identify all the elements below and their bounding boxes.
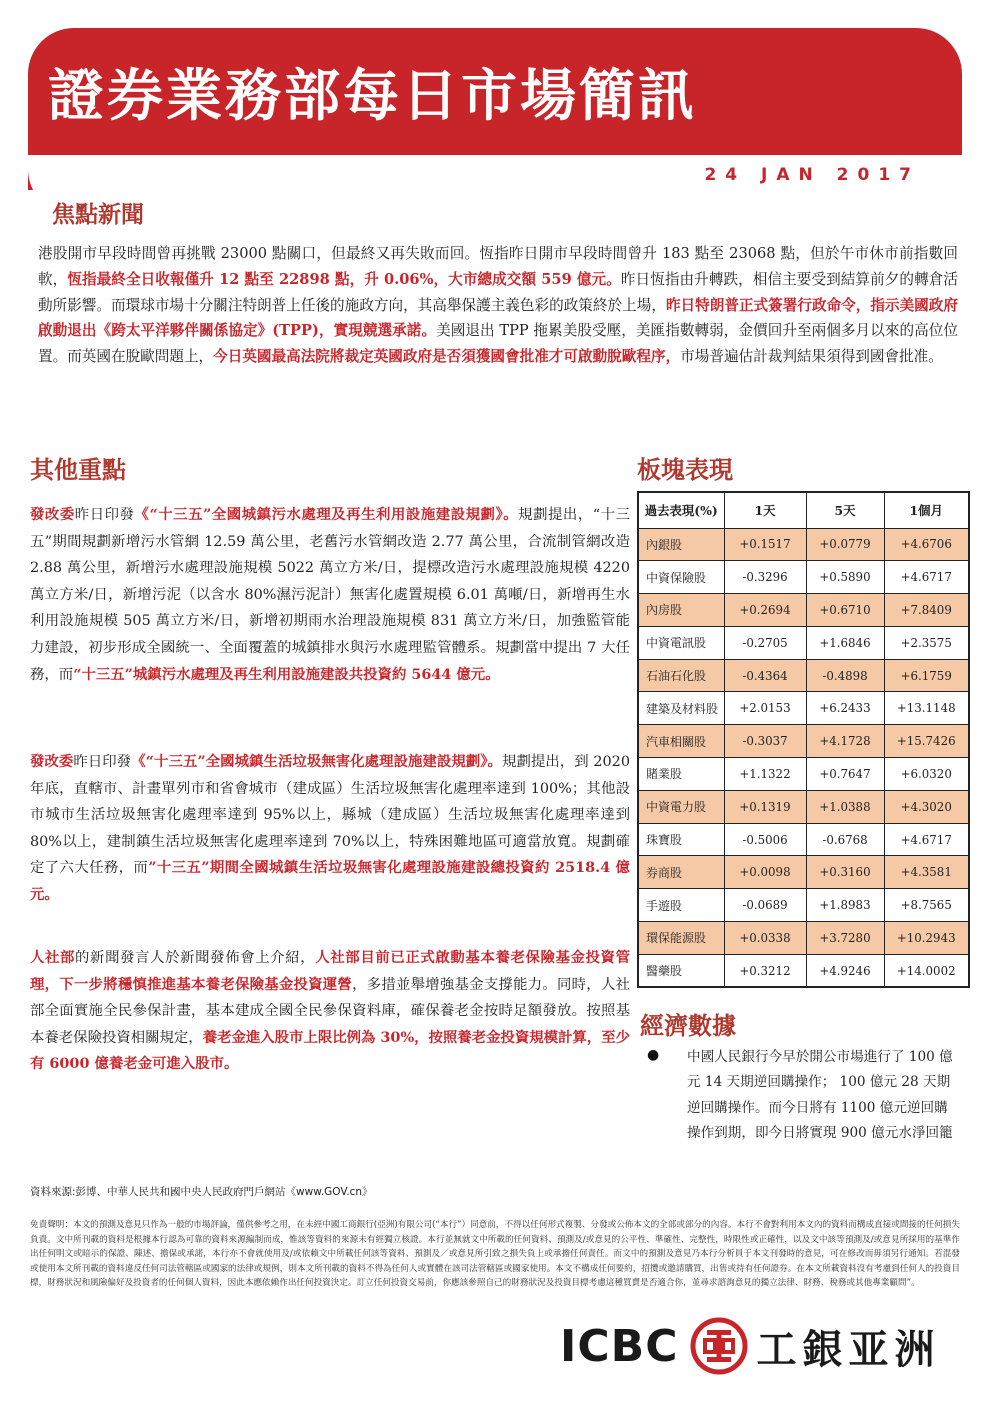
sector-name-cell: 汽車相關股: [638, 725, 724, 758]
performance-value-cell: +14.0002: [884, 954, 969, 987]
performance-value-cell: -0.5006: [724, 823, 806, 856]
header-cell-1m: 1個月: [884, 492, 969, 528]
table-row: [638, 954, 969, 987]
performance-value-cell: -0.6768: [806, 823, 884, 856]
header-cell-period: 過去表現(%): [638, 492, 724, 528]
sector-name-cell: 賭業股: [638, 758, 724, 791]
performance-value-cell: +4.3581: [884, 856, 969, 889]
logo-chinese: 工銀亚洲: [756, 1326, 941, 1373]
logo-english: ICBC: [560, 1320, 679, 1372]
performance-value-cell: +0.0098: [724, 856, 806, 889]
highlight-text: 發改委: [30, 506, 75, 523]
sector-name-cell: 建築及材料股: [638, 692, 724, 725]
performance-value-cell: -0.3296: [724, 561, 806, 594]
performance-value-cell: +0.5890: [806, 561, 884, 594]
highlight-text: 養老金進入股市上限比例為 30%，按照養老金投資規模計算，至少有 6000 億養老金可進入股市。: [30, 1028, 630, 1073]
highlight-paragraph-garbage: [30, 749, 630, 909]
table-row: [638, 626, 969, 659]
header-cell-5d: 5天: [806, 492, 884, 528]
table-row: [638, 659, 969, 692]
header-cell-1d: 1天: [724, 492, 806, 528]
highlight-paragraph-sewage: [30, 502, 630, 688]
sector-name-cell: 內房股: [638, 594, 724, 627]
performance-value-cell: +8.7565: [884, 889, 969, 922]
performance-value-cell: +4.9246: [806, 954, 884, 987]
table-row: [638, 725, 969, 758]
performance-value-cell: +0.2694: [724, 594, 806, 627]
highlight-text: ”十三五”期間全國城鎮生活垃圾無害化處理設施建設總投資約 2518.4 億元。: [30, 859, 630, 903]
performance-value-cell: +0.1517: [724, 528, 806, 561]
table-row: [638, 922, 969, 955]
performance-value-cell: +6.2433: [806, 692, 884, 725]
performance-value-cell: +6.1759: [884, 659, 969, 692]
body-text: ，多措並舉增強基金支撐能力。同時，人社部全面實施全民參保計畫，基本建成全國全民參保資料庫，確保養老金按時足額發放。按照基本養老保險投資相關規定，: [30, 976, 630, 1046]
bullet-icon: ●: [647, 1047, 660, 1063]
performance-value-cell: +0.1319: [724, 790, 806, 823]
performance-value-cell: +1.1322: [724, 758, 806, 791]
table-row: [638, 889, 969, 922]
highlight-text: 今日英國最高法院將裁定英國政府是否須獲國會批准才可啟動脫歐程序，: [213, 348, 681, 366]
table-row: [638, 758, 969, 791]
highlight-text: 人社部: [30, 949, 76, 966]
performance-value-cell: +4.1728: [806, 725, 884, 758]
economic-data-text: 中國人民銀行今早於開公市場進行了 100 億元 14 天期逆回購操作； 100 億元 28 天期逆回購操作。而今日將有 1100 億元逆回購操作到期，即今日將實現 900 億元水淨回籠: [687, 1049, 953, 1142]
performance-value-cell: -0.2705: [724, 626, 806, 659]
highlight-paragraph-pension: [30, 945, 630, 1078]
sector-name-cell: 石油石化股: [638, 659, 724, 692]
performance-value-cell: +4.6717: [884, 823, 969, 856]
sector-name-cell: 中資電訊股: [638, 626, 724, 659]
table-row: [638, 692, 969, 725]
performance-value-cell: +0.3212: [724, 954, 806, 987]
performance-value-cell: +0.3160: [806, 856, 884, 889]
table-row: [638, 594, 969, 627]
focus-news-title: 焦點新聞: [52, 202, 144, 228]
table-row: [638, 561, 969, 594]
performance-value-cell: -0.4898: [806, 659, 884, 692]
table-row: [638, 856, 969, 889]
highlight-text: 恆指最終全日收報僅升 12 點至 22898 點，升 0.06%，大市總成交額 559 億元。: [67, 270, 621, 288]
performance-value-cell: +1.8983: [806, 889, 884, 922]
performance-value-cell: +0.0779: [806, 528, 884, 561]
sector-name-cell: 環保能源股: [638, 922, 724, 955]
icbc-emblem-icon: [689, 1316, 749, 1376]
data-source: 資料來源:彭博、中華人民共和國中央人民政府門戶網站《www.GOV.cn》: [30, 1186, 373, 1198]
performance-value-cell: +0.7647: [806, 758, 884, 791]
sector-name-cell: 手遊股: [638, 889, 724, 922]
performance-value-cell: +13.1148: [884, 692, 969, 725]
sector-name-cell: 券商股: [638, 856, 724, 889]
performance-value-cell: +7.8409: [884, 594, 969, 627]
sector-name-cell: 醫藥股: [638, 954, 724, 987]
sector-name-cell: 中資電力股: [638, 790, 724, 823]
icbc-asia-logo: [560, 1310, 960, 1382]
sector-performance-title: 板塊表現: [637, 456, 733, 484]
table-row: [638, 823, 969, 856]
table-row: [638, 528, 969, 561]
economic-data-title: 經濟數據: [640, 1012, 736, 1040]
performance-value-cell: +1.6846: [806, 626, 884, 659]
performance-value-cell: +4.6717: [884, 561, 969, 594]
body-text: 規劃提出，“十三五”期間規劃新增污水管網 12.59 萬公里，老舊污水管網改造 2.77 萬公里，合流制管網改造 2.88 萬公里，新增污水處理設施規模 5022 萬立方米/日，提標改造污水處理設施規模 4220 萬立方米/日，新增污泥（以含水 80%濕污泥計）無害化處置規模 6.01 萬噸/日，新增再生水利用設施規模 505 萬立方米/日，新增初期雨水治理設施規模 831 萬立方米/日，加強監管能力建設，初步形成全國統一、全面覆蓋的城鎮排水與污水處理監管體系。規劃當中提出 7 大任務，而: [30, 507, 630, 683]
highlight-text: 《“十三五”全國城鎮生活垃圾無害化處理設施建設規劃》。: [131, 753, 503, 770]
body-text: 市場普遍估計裁判結果須得到國會批准。: [680, 348, 943, 366]
performance-value-cell: +2.3575: [884, 626, 969, 659]
body-text: 港股開市早段時間曾再挑戰 23000 點關口，但最終又再失敗而回。恆指昨日開市早段時間曾升 183 點至 23068 點，但於午市休市前指數回軟，: [38, 245, 958, 288]
highlight-text: “十三五”城鎮污水處理及再生利用設施建設共投資約 5644 億元。: [73, 665, 500, 683]
other-highlights-title: 其他重點: [30, 456, 126, 484]
report-date: 24 JAN 2017: [704, 165, 920, 185]
highlight-text: 發改委: [30, 753, 74, 770]
disclaimer: 免責聲明：本文的預測及意見只作為一般的市場評論，僅供參考之用，在未經中國工商銀行(亞洲)有限公司(“本行”）同意前，不得以任何形式複製、分發或公佈本文的全部或部分的內容。本行不會對利用本文內的資料而構成直接或間接的任何損失負責。文中所刊載的資料是根據本行認為可靠的資料來源編制而成，惟該等資料的來源未有經獨立核證。本行並無就文中所載的任何資料、預測及/或意見的公平性、準確性、完整性，時限性或正確性，以及文中該等預測及/或意見所採用的基準作出任何明文或暗示的保證、陳述、擔保或承諾，本行亦不會就使用及/或依賴文中所載任何該等資料、預測及／或意見所引致之損失負上或承擔任何責任。而文中的預測及意見乃本行分析員于本文刊發時的意見，可在修改而毋須另行通知。若混發或使用本文所刊載的資料違反任何司法管轄區或國家的法律或規例，則本文所刊載的資料不得為任何人或實體在該司法管轄區或國家使用。本文不構成任何要約，招攬或邀請購買，出售或持有任何證券。在本文所載資料沒有考慮到任何人的投資目標，財務狀況和風險偏好及投資者的任何個人資料，因此本應依賴作出任何投資決定。訂立任何投資交易前，你應該參照自己的財務狀況及投資目標考慮這種買賣是否適合你，並尋求諮詢意見的獨立法律、財務、稅務或其他專業顧問”。: [30, 1220, 960, 1289]
focus-news-body: [38, 241, 958, 370]
highlight-text: 昨日特朗普正式簽署行政命令，指示美國政府啟動退出《跨太平洋夥伴關係協定》(TPP)，實現競選承諾。: [38, 296, 958, 340]
sector-name-cell: 中資保險股: [638, 561, 724, 594]
performance-value-cell: +6.0320: [884, 758, 969, 791]
performance-value-cell: -0.3037: [724, 725, 806, 758]
performance-value-cell: +3.7280: [806, 922, 884, 955]
performance-value-cell: +10.2943: [884, 922, 969, 955]
performance-value-cell: -0.0689: [724, 889, 806, 922]
sector-name-cell: 內銀股: [638, 528, 724, 561]
performance-value-cell: +4.6706: [884, 528, 969, 561]
sector-name-cell: 珠寶股: [638, 823, 724, 856]
body-text: 昨日恆指由升轉跌，相信主要受到結算前夕的轉倉活動所影響。而環球市場十分關注特朗普上任後的施政方向，其高舉保護主義色彩的政策終於上場，: [38, 270, 958, 314]
highlight-text: 人社部目前已正式啟動基本養老保險基金投資管理，下一步將穩慎推進基本養老保險基金投資運營: [30, 949, 630, 993]
table-row: [638, 790, 969, 823]
performance-value-cell: +2.0153: [724, 692, 806, 725]
performance-value-cell: +15.7426: [884, 725, 969, 758]
performance-value-cell: +0.0338: [724, 922, 806, 955]
performance-value-cell: -0.4364: [724, 659, 806, 692]
highlight-text: 《“十三五”全國城鎮污水處理及再生利用設施建設規劃》。: [134, 506, 519, 523]
body-text: 昨日印發: [73, 754, 132, 770]
body-text: 昨日印發: [74, 507, 135, 523]
table-header-row: [638, 492, 969, 528]
body-text: 美國退出 TPP 拖累美股受壓，美匯指數轉弱，金價回升至兩個多月以來的高位位置。而英國在脫歐問題上，: [38, 322, 958, 366]
performance-value-cell: +0.6710: [806, 594, 884, 627]
sector-performance-table: [637, 491, 970, 988]
page-title: 證券業務部每日市場簡訊: [48, 64, 697, 129]
performance-value-cell: +1.0388: [806, 790, 884, 823]
performance-value-cell: +4.3020: [884, 790, 969, 823]
body-text: 規劃提出，到 2020 年底，直轄市、計畫單列市和省會城市（建成區）生活垃圾無害化處理率達到 100%；其他設市城市生活垃圾無害化處理率達到 95%以上，縣城（建成區）生活垃圾無害化處理率達到 80%以上，建制鎮生活垃圾無害化處理率達到 70%以上，特殊困難地區可適當放寬。規劃確定了六大任務，而: [30, 754, 630, 877]
body-text: 的新聞發言人於新聞發佈會上介紹，: [75, 950, 316, 966]
